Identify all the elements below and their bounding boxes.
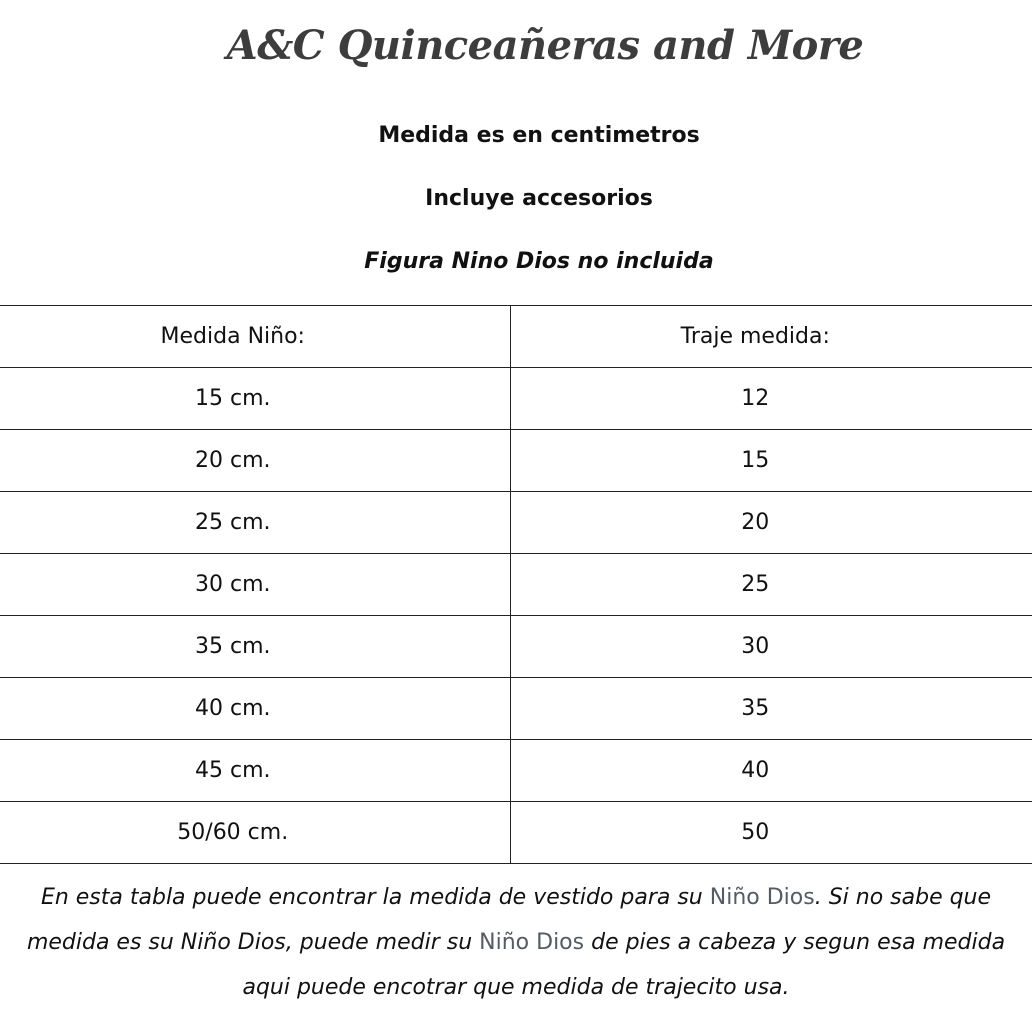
table-row <box>0 368 1032 430</box>
child-size-cell: 20 cm. <box>0 430 510 492</box>
outfit-size-cell: 50 <box>510 802 1032 864</box>
child-size-cell: 30 cm. <box>0 554 510 616</box>
outfit-size-cell: 25 <box>510 554 1032 616</box>
table-row <box>0 740 1032 802</box>
footer-note <box>0 875 1032 1010</box>
nino-dios-link-2[interactable]: Niño Dios <box>479 930 585 955</box>
outfit-size-cell: 40 <box>510 740 1032 802</box>
brand-title: A&C Quinceañeras and More <box>226 22 864 69</box>
outfit-size-cell: 15 <box>510 430 1032 492</box>
table-row <box>0 616 1032 678</box>
table-row <box>0 678 1032 740</box>
table-row <box>0 554 1032 616</box>
outfit-size-cell: 35 <box>510 678 1032 740</box>
figure-not-included-note: Figura Nino Dios no incluida <box>364 249 714 274</box>
accessories-note: Incluye accesorios <box>425 186 653 211</box>
column-header-child-size: Medida Niño: <box>0 306 510 368</box>
child-size-cell: 45 cm. <box>0 740 510 802</box>
note-text-part-2: . Si no sabe que medida es su Niño Dios, puede medir su <box>26 885 992 955</box>
table-row <box>0 430 1032 492</box>
child-size-cell: 50/60 cm. <box>0 802 510 864</box>
note-text-part-3: de pies a cabeza y segun esa medida aqui puede encotrar que medida de trajecito usa. <box>242 930 1006 1000</box>
outfit-size-cell: 30 <box>510 616 1032 678</box>
child-size-cell: 15 cm. <box>0 368 510 430</box>
measure-unit-note: Medida es en centimetros <box>378 123 700 148</box>
outfit-size-cell: 12 <box>510 368 1032 430</box>
child-size-cell: 25 cm. <box>0 492 510 554</box>
child-size-cell: 40 cm. <box>0 678 510 740</box>
child-size-cell: 35 cm. <box>0 616 510 678</box>
size-table <box>0 305 1032 864</box>
table-row <box>0 492 1032 554</box>
nino-dios-link-1[interactable]: Niño Dios <box>709 885 815 910</box>
note-text-part-1: En esta tabla puede encontrar la medida de vestido para su <box>40 885 710 910</box>
column-header-outfit-size: Traje medida: <box>510 306 1032 368</box>
outfit-size-cell: 20 <box>510 492 1032 554</box>
table-header-row <box>0 306 1032 368</box>
table-row <box>0 802 1032 864</box>
